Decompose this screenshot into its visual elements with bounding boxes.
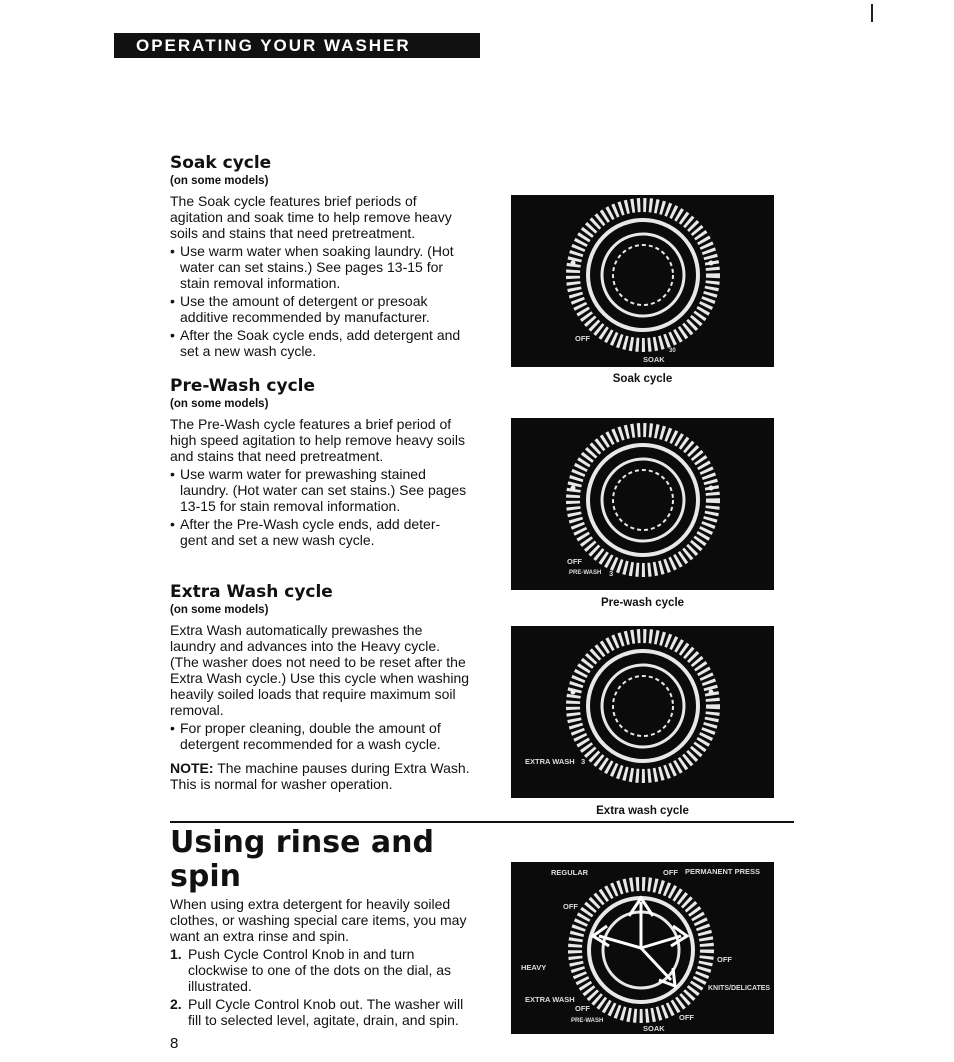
list-item	[170, 996, 470, 1028]
prewash-figure-caption: Pre-wash cycle	[600, 597, 685, 609]
list-item: • After the Pre-Wash cycle ends, add deter- gent and set a new wash cycle.	[170, 516, 470, 548]
extrawash-note	[170, 760, 470, 792]
prewash-heading: Pre-Wash cycle	[170, 376, 316, 396]
note-label: NOTE:	[170, 760, 214, 776]
dial-label: REGULAR	[551, 868, 589, 877]
dial-label: SOAK	[643, 355, 665, 364]
dial-label: OFF	[663, 868, 678, 877]
cycle-dial-icon	[511, 418, 774, 590]
soak-dial-figure	[511, 195, 774, 367]
rinse-heading: Using rinse and spin	[170, 825, 434, 894]
dial-label: PERMANENT PRESS	[685, 867, 761, 876]
dial-label: KNITS/DELICATES	[708, 985, 771, 992]
dial-label: EXTRA WASH	[525, 757, 575, 766]
prewash-subheading: (on some models)	[170, 398, 269, 410]
prewash-bullets	[170, 466, 470, 548]
margin-mark	[871, 4, 873, 22]
prewash-dial-figure	[511, 418, 774, 590]
dial-label: HEAVY	[521, 963, 547, 972]
cycle-dial-icon	[511, 195, 774, 367]
rotate-arrows-icon	[511, 862, 774, 1034]
extrawash-body: Extra Wash automatically prewashes the laundry and advances into the Heavy cycle. (The washer does not need to be reset after the Extra Wash cycle.) Use this cycle when washing heavily soiled loads that require maximum soil removal.	[170, 622, 470, 718]
step-text: Pull Cycle Control Knob out. The washer will fill to selected level, agitate, drain, and spin.	[188, 996, 464, 1028]
note-text: The machine pauses during Extra Wash. This is normal for washer operation.	[170, 760, 470, 792]
dial-label: OFF	[717, 955, 732, 964]
soak-subheading: (on some models)	[170, 175, 269, 187]
extrawash-figure-caption: Extra wash cycle	[596, 805, 689, 817]
step-text: Push Cycle Control Knob in and turn clockwise to one of the dots on the dial, as illustrated.	[188, 946, 452, 994]
rinse-steps	[170, 946, 470, 1028]
dial-label: OFF	[567, 557, 582, 566]
list-item: • Use warm water when soaking laundry. (Hot water can set stains.) See pages 13-15 for stain removal information.	[170, 243, 470, 291]
list-item	[170, 946, 470, 994]
soak-figure-caption: Soak cycle	[612, 373, 673, 385]
soak-heading: Soak cycle	[170, 153, 272, 173]
soak-bullets	[170, 243, 470, 359]
list-item: • For proper cleaning, double the amount of detergent recommended for a wash cycle.	[170, 720, 470, 752]
dial-label: OFF	[575, 1004, 590, 1013]
list-item: • Use the amount of detergent or presoak additive recommended by manufacturer.	[170, 293, 470, 325]
dial-label: OFF	[575, 334, 590, 343]
full-dial-figure	[511, 862, 774, 1034]
rinse-body: When using extra detergent for heavily soiled clothes, or washing special care items, you may want an extra rinse and spin.	[170, 896, 467, 944]
dial-label: 3	[609, 569, 614, 578]
dial-label: 30	[669, 348, 676, 354]
extrawash-section	[170, 582, 470, 792]
dial-label: OFF	[563, 902, 578, 911]
extrawash-subheading: (on some models)	[170, 604, 269, 616]
page-number: 8	[170, 1035, 179, 1052]
list-item: • After the Soak cycle ends, add detergent and set a new wash cycle.	[170, 327, 470, 359]
dial-label: EXTRA WASH	[525, 995, 575, 1004]
extrawash-dial-figure	[511, 626, 774, 798]
prewash-section	[170, 376, 470, 548]
dial-label: PRE-WASH	[571, 1018, 604, 1024]
extrawash-heading: Extra Wash cycle	[170, 582, 333, 602]
section-banner: OPERATING YOUR WASHER	[114, 33, 480, 58]
list-item: • Use warm water for prewashing stained laundry. (Hot water can set stains.) See pages 13-15 for stain removal information.	[170, 466, 470, 514]
extrawash-bullets	[170, 720, 470, 752]
soak-section	[170, 153, 470, 359]
dial-label: SOAK	[643, 1024, 665, 1033]
step-number: 1.	[170, 946, 182, 962]
cycle-dial-icon	[511, 626, 774, 798]
dial-label: OFF	[679, 1013, 694, 1022]
dial-label: PRE-WASH	[569, 570, 602, 576]
section-divider	[170, 821, 794, 823]
soak-body: The Soak cycle features brief periods of agitation and soak time to help remove heavy soils and stains that need pretreatment.	[170, 193, 452, 241]
prewash-body: The Pre-Wash cycle features a brief period of high speed agitation to help remove heavy soils and stains that need pretreatment.	[170, 416, 465, 464]
step-number: 2.	[170, 996, 182, 1012]
dial-label: 3	[581, 757, 586, 766]
rinse-section	[170, 826, 470, 1028]
